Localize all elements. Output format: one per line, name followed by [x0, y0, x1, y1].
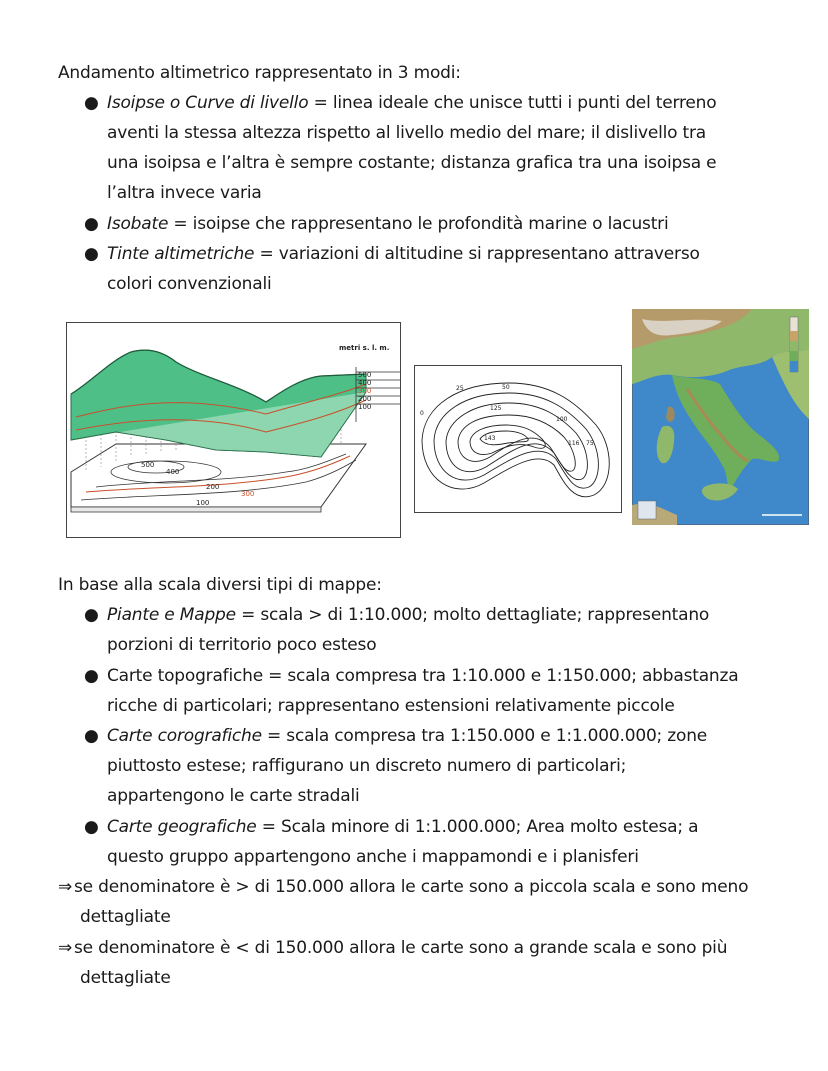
- note-large-scale-line2: dettagliate: [80, 968, 171, 988]
- scale-tick: 500: [358, 371, 372, 379]
- term-topografiche: Carte topografiche: [107, 666, 263, 686]
- scale-tick: 300: [358, 387, 372, 395]
- term-isoipse: Isoipse o Curve di livello: [107, 93, 309, 113]
- depth-label: 125: [490, 405, 502, 412]
- depth-label: 143: [484, 435, 496, 442]
- term-tinte: Tinte altimetriche: [107, 244, 255, 264]
- item-piante-line2: porzioni di territorio poco esteso: [107, 635, 377, 655]
- item-isoipse-line3: una isoipsa e l’altra è sempre costante; distanza grafica tra una isoipsa e: [107, 153, 717, 173]
- item-text: = linea ideale che unisce tutti i punti del terreno: [308, 93, 717, 113]
- depth-label: 75: [586, 440, 594, 447]
- bathymetry-figure: [414, 365, 622, 513]
- item-geografiche-line2: questo gruppo appartengono anche i mappamondi e i planisferi: [107, 847, 639, 867]
- note-large-scale: se denominatore è < di 150.000 allora le carte sono a grande scala e sono più: [74, 938, 728, 958]
- item-corografiche-line2: piuttosto estese; raffigurano un discreto numero di particolari;: [107, 756, 627, 776]
- scale-tick: 200: [358, 395, 372, 403]
- term-geografiche: Carte geografiche: [107, 817, 257, 837]
- note-small-scale-line2: dettagliate: [80, 907, 171, 927]
- contour-label: 100: [196, 499, 210, 507]
- item-text: = scala compresa tra 1:150.000 e 1:1.000.000; zone: [261, 726, 708, 746]
- section1-heading: Andamento altimetrico rappresentato in 3 modi:: [58, 63, 461, 83]
- item-isobate: [107, 209, 668, 239]
- item-geografiche: [107, 812, 698, 842]
- item-text: = scala compresa tra 1:10.000 e 1:150.000; abbastanza: [262, 666, 739, 686]
- relief-contour-figure: [66, 322, 401, 538]
- bullet-dot: ●: [84, 817, 99, 837]
- italy-physical-map: [632, 309, 809, 525]
- bullet-dot: ●: [84, 214, 99, 234]
- contour-label: 200: [206, 483, 220, 491]
- item-piante: [107, 600, 709, 630]
- relief-unit-label: metri s. l. m.: [339, 344, 390, 352]
- contour-label: 500: [141, 461, 155, 469]
- item-text: = isoipse che rappresentano le profondità marine o lacustri: [168, 214, 669, 234]
- item-isoipse: [107, 88, 716, 118]
- item-text: = Scala minore di 1:1.000.000; Area molto estesa; a: [256, 817, 699, 837]
- arrow-icon: ⇒: [58, 938, 73, 958]
- note-small-scale: se denominatore è > di 150.000 allora le carte sono a piccola scala e sono meno: [74, 877, 749, 897]
- item-isoipse-line2: aventi la stessa altezza rispetto al livello medio del mare; il dislivello tra: [107, 123, 707, 143]
- item-text: = scala > di 1:10.000; molto dettagliate; rappresentano: [235, 605, 710, 625]
- bullet-dot: ●: [84, 605, 99, 625]
- item-topografiche-line2: ricche di particolari; rappresentano estensioni relativamente piccole: [107, 696, 675, 716]
- bullet-dot: ●: [84, 93, 99, 113]
- term-isobate: Isobate: [107, 214, 169, 234]
- bullet-dot: ●: [84, 666, 99, 686]
- bullet-dot: ●: [84, 244, 99, 264]
- item-corografiche-line3: appartengono le carte stradali: [107, 786, 360, 806]
- arrow-icon: ⇒: [58, 877, 73, 897]
- item-topografiche: [107, 661, 738, 691]
- bullet-dot: ●: [84, 726, 99, 746]
- section2-heading: In base alla scala diversi tipi di mappe:: [58, 575, 382, 595]
- item-tinte-line2: colori convenzionali: [107, 274, 272, 294]
- item-tinte: [107, 239, 700, 269]
- item-isoipse-line4: l’altra invece varia: [107, 183, 262, 203]
- term-corografiche: Carte corografiche: [107, 726, 262, 746]
- depth-label: 0: [420, 410, 424, 417]
- depth-label: 25: [456, 385, 464, 392]
- contour-label: 400: [166, 468, 180, 476]
- term-piante: Piante e Mappe: [107, 605, 236, 625]
- item-text: = variazioni di altitudine si rappresentano attraverso: [254, 244, 700, 264]
- depth-label: 50: [502, 384, 510, 391]
- scale-tick: 400: [358, 379, 372, 387]
- depth-label: 116: [568, 440, 580, 447]
- contour-label: 300: [241, 490, 255, 498]
- scale-tick: 100: [358, 403, 372, 411]
- item-corografiche: [107, 721, 707, 751]
- depth-label: 100: [556, 416, 568, 423]
